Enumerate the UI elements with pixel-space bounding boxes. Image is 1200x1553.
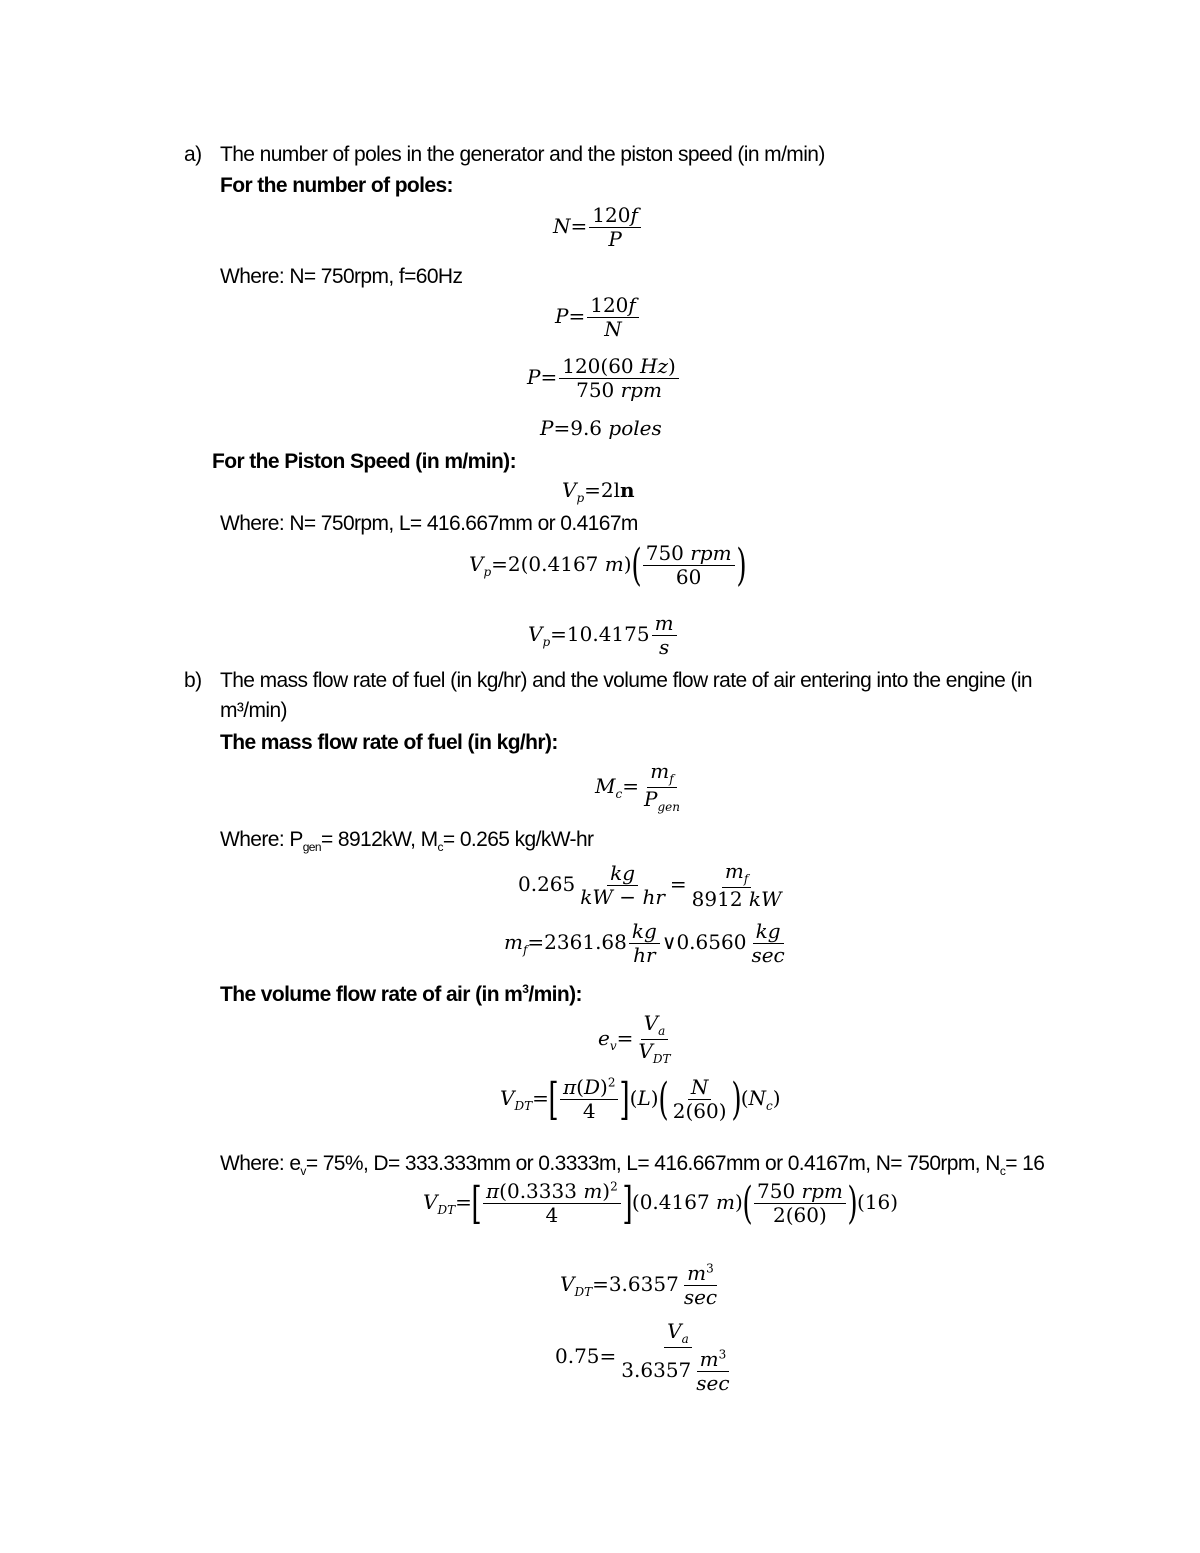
where-line-3: Where: $P_{gen}= 8912kW$, $M_c= 0.265$ kg/kW-hr — [220, 828, 594, 855]
equation-fuel-result: $m_f=2361.68$ $\frac{kg}{hr}$ ∨0.6560 $\frac{kg}{\sec}$ — [504, 919, 785, 967]
equation-specific-fuel-consumption: $M_c=$ $\frac{m_f}{P_{gen}}$ — [595, 759, 680, 814]
equation-poles-result: P=9.6 poles — [540, 416, 662, 440]
equation-displacement-volume: $V_{DT}=$[ $\frac{\pi(D)^2}{4}$ ](L)( $\frac{N}{2(60)}$ )$(N_c)$ — [500, 1073, 781, 1125]
heading-mass-flow-rate: The mass flow rate of fuel (in kg/hr): — [220, 731, 558, 754]
where-line-1: Where: N= 750rpm, f=60Hz — [220, 265, 463, 288]
equation-poles-substitution: P= $\frac{120(60 Hz)}{\text{750 rpm}}$ — [527, 355, 681, 402]
heading-volume-flow-rate: The volume flow rate of air (in $m^3/\min$): — [220, 982, 582, 1006]
equation-volumetric-efficiency: $e_v=$ $\frac{V_a}{V_{DT}}$ — [598, 1011, 671, 1066]
question-b-line-1: The mass flow rate of fuel (in kg/hr) and the volume flow rate of air entering into the engine (in — [220, 669, 1032, 692]
equation-speed-formula: N= $\frac{120f}{P}$ — [553, 204, 643, 251]
item-a-marker: a) — [184, 143, 202, 166]
heading-piston-speed: For the Piston Speed (in m/min): — [212, 450, 516, 473]
where-line-4: Where: $e_v= 75\%$, D= 333.333mm or 0.3333m, L= 416.667mm or 0.4167m, N= 750rpm, $N_c= 16$ — [220, 1152, 1045, 1179]
equation-piston-speed-substitution: $V_p=2(0.4167$ m)( $\frac{\text{750 rpm}}{60}$ ) — [469, 539, 747, 591]
equation-poles-formula: P= $\frac{120f}{N}$ — [555, 294, 641, 341]
equation-air-flow-substitution: 0.75= $V_a$ 3.6357 $\frac{m^3}{\sec}$ — [555, 1319, 730, 1395]
heading-number-of-poles: For the number of poles: — [220, 174, 453, 197]
equation-fuel-substitution: 0.265 $\frac{kg}{kW - hr}$ = $\frac{m_f}{8912 kW}$ — [518, 859, 782, 911]
question-b-line-2: m³/min) — [220, 699, 287, 722]
where-line-2: Where: N= 750rpm, L= 416.667mm or 0.4167m — [220, 512, 638, 535]
equation-displacement-substitution: $V_{DT}=$[ $\frac{\pi(0.3333 m)^2}{4}$ ](0.4167 m)( $\frac{\text{750 rpm}}{2(60)}$ )(16) — [423, 1177, 899, 1229]
equation-piston-speed-result: $V_p=10.4175$ $\frac{m}{s}$ — [528, 612, 679, 659]
question-a: The number of poles in the generator and the piston speed (in m/min) — [220, 143, 825, 166]
item-b-marker: b) — [184, 669, 202, 692]
equation-piston-speed-formula: $V_p=2\ln$ — [562, 478, 635, 505]
equation-displacement-result: $V_{DT}=3.6357$ $\frac{m^3}{\sec}$ — [560, 1261, 718, 1309]
